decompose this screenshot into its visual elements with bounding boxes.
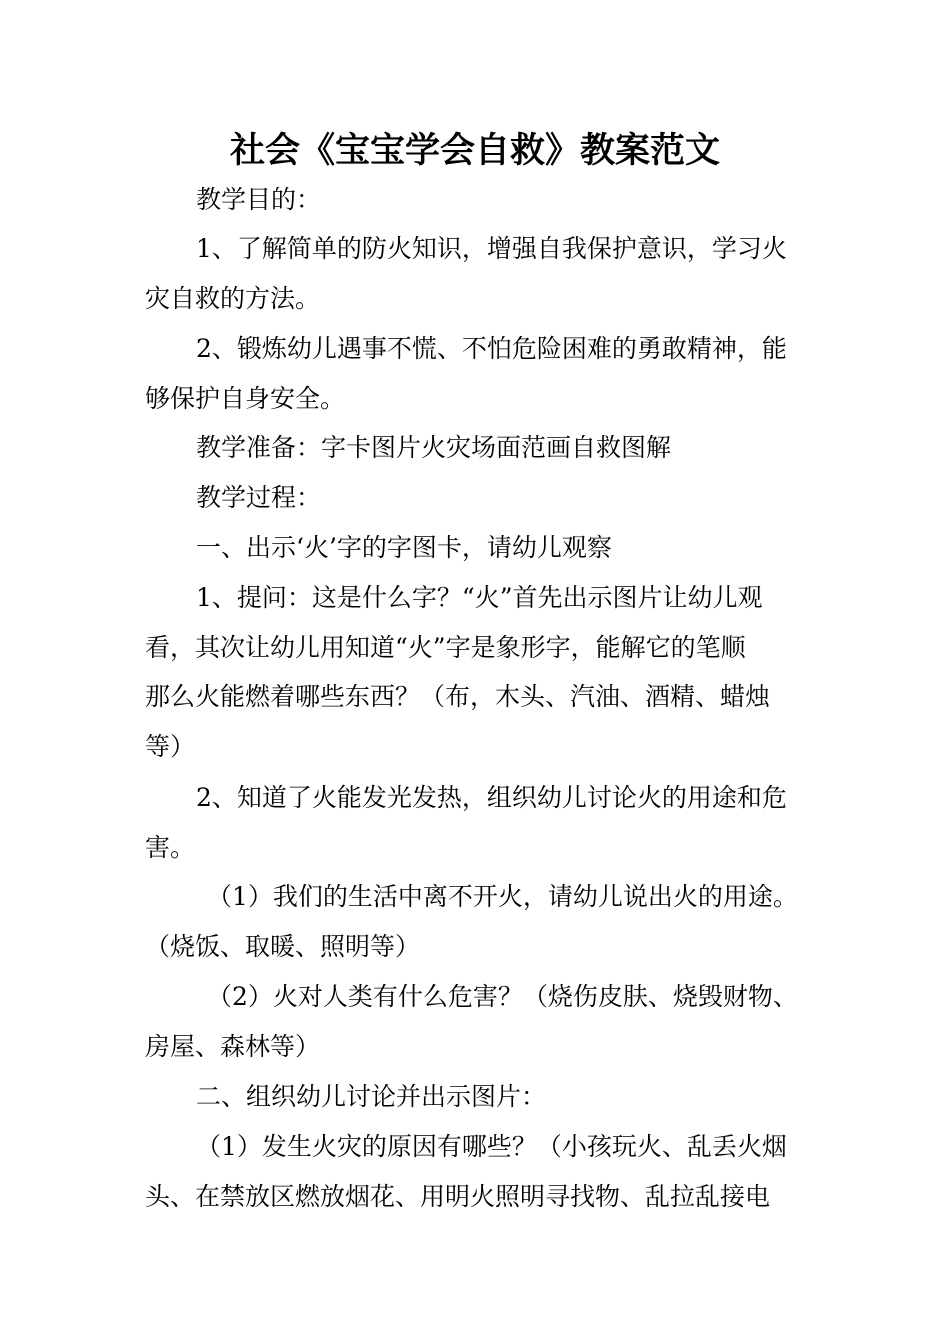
paragraph-line: 1、了解简单的防火知识，增强自我保护意识，学习火 (196, 234, 787, 263)
paragraph-line: 看，其次让幼儿用知道“火”字是象形字，能解它的笔顺 (145, 633, 746, 662)
paragraph-line: 够保护自身安全。 (145, 384, 346, 413)
paragraph-line: 头、在禁放区燃放烟花、用明火照明寻找物、乱拉乱接电 (145, 1182, 771, 1211)
paragraph-line: 二、组织幼儿讨论并出示图片： (196, 1082, 547, 1111)
paragraph-line: 等） (145, 732, 196, 761)
paragraph-line: 教学过程： (196, 483, 322, 512)
paragraph-line: 一、出示‘火’字的字图卡，请幼儿观察 (196, 533, 612, 562)
paragraph-line: 害。 (145, 833, 196, 862)
paragraph-line: 2、知道了火能发光发热，组织幼儿讨论火的用途和危 (196, 783, 787, 812)
document-title: 社会《宝宝学会自救》教案范文 (229, 130, 720, 171)
paragraph-line: 教学准备：字卡图片火灾场面范画自救图解 (196, 433, 672, 462)
paragraph-line: （2）火对人类有什么危害？（烧伤皮肤、烧毁财物、 (207, 982, 798, 1011)
paragraph-line: 房屋、森林等） (145, 1032, 321, 1061)
paragraph-line: （烧饭、取暖、照明等） (145, 932, 421, 961)
paragraph-line: （1）发生火灾的原因有哪些？（小孩玩火、乱丢火烟 (196, 1132, 787, 1161)
paragraph-line: 教学目的： (196, 185, 322, 214)
paragraph-line: 1、提问：这是什么字？“火”首先出示图片让幼儿观 (196, 583, 763, 612)
paragraph-line: 灾自救的方法。 (145, 284, 321, 313)
paragraph-line: （1）我们的生活中离不开火，请幼儿说出火的用途。 (207, 882, 798, 911)
paragraph-line: 那么火能燃着哪些东西？（布，木头、汽油、酒精、蜡烛 (145, 682, 771, 711)
paragraph-line: 2、锻炼幼儿遇事不慌、不怕危险困难的勇敢精神，能 (196, 334, 787, 363)
